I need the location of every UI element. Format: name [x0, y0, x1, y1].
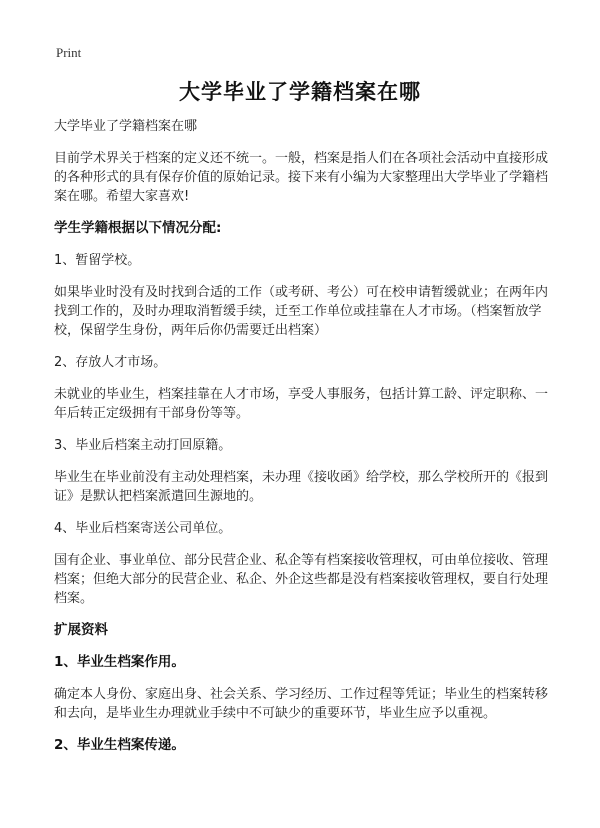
item-3-text: 毕业生在毕业前没有主动处理档案，未办理《接收函》给学校，那么学校所开的《报到证》是默认把档案派遣回生源地的。 [54, 470, 549, 504]
item-1-text: 如果毕业时没有及时找到合适的工作（或考研、考公）可在校申请暂缓就业；在两年内找到工作的，及时办理取消暂缓手续，迁至工作单位或挂靠在人才市场。（档案暂放学校，保留学生身份，两年后你仍需要迁出档案） [54, 285, 549, 338]
item-3-label: 3、毕业后档案主动打回原籍。 [54, 438, 232, 453]
extended-sub1-heading: 1、毕业生档案作用。 [54, 654, 185, 670]
extended-sub1-text: 确定本人身份、家庭出身、社会关系、学习经历、工作过程等凭证；毕业生的档案转移和去向，是毕业生办理就业手续中不可缺少的重要环节，毕业生应予以重视。 [54, 687, 549, 721]
extended-heading: 扩展资料 [54, 622, 108, 638]
item-4-text: 国有企业、事业单位、部分民营企业、私企等有档案接收管理权，可由单位接收、管理档案；但绝大部分的民营企业、私企、外企这些都是没有档案接收管理权，要自行处理档案。 [54, 553, 549, 606]
page-title: 大学毕业了学籍档案在哪 [179, 80, 421, 104]
article-body [54, 117, 560, 768]
intro-paragraph: 目前学术界关于档案的定义还不统一。一般，档案是指人们在各项社会活动中直接形成的各种形式的具有保存价值的原始记录。接下来有小编为大家整理出大学毕业了学籍档案在哪。希望大家喜欢! [54, 151, 549, 204]
intro-subtitle: 大学毕业了学籍档案在哪 [54, 119, 198, 134]
item-4-label: 4、毕业后档案寄送公司单位。 [54, 521, 232, 536]
extended-sub2-heading: 2、毕业生档案传递。 [54, 737, 185, 753]
section-heading: 学生学籍根据以下情况分配: [54, 220, 222, 236]
item-2-text: 未就业的毕业生，档案挂靠在人才市场，享受人事服务，包括计算工龄、评定职称、一年后转正定级拥有干部身份等等。 [54, 387, 549, 421]
print-link[interactable]: Print [56, 45, 82, 60]
item-2-label: 2、存放人才市场。 [54, 355, 167, 370]
item-1-label: 1、暂留学校。 [54, 253, 141, 268]
